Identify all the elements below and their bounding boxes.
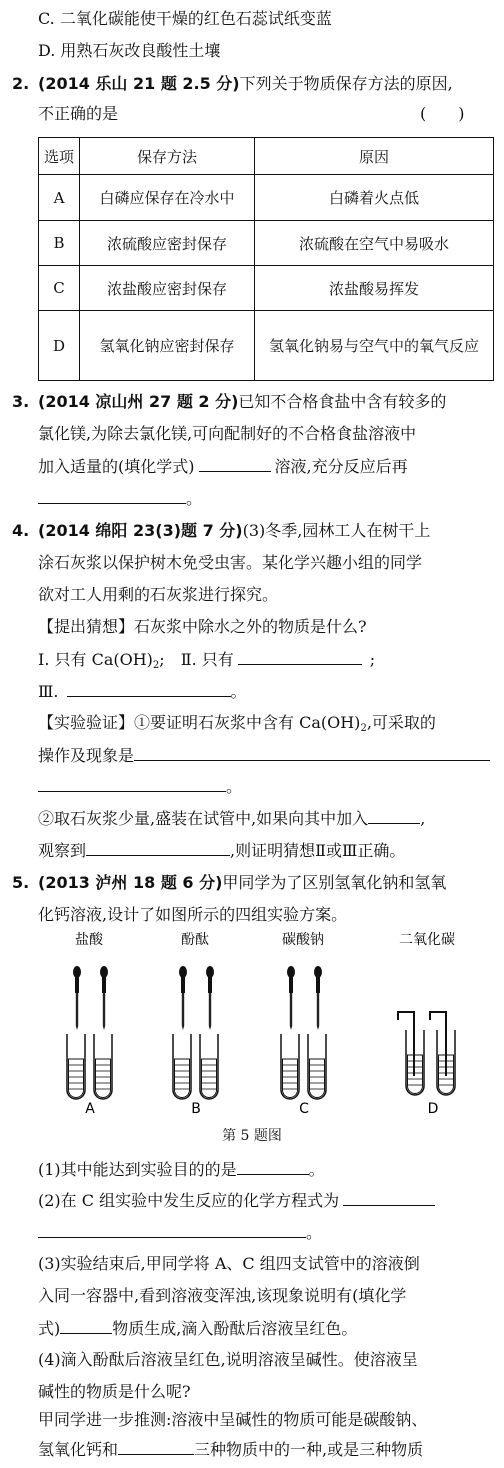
- cell-reason: 氢氧化钠易与空气中的氧气反应: [255, 311, 494, 381]
- verification-heading: [38, 713, 436, 739]
- cell-method: 氢氧化钠应密封保存: [80, 311, 255, 381]
- question-text-line2: 氯化镁,为除去氯化镁,可向配制好的不合格食盐溶液中: [38, 424, 417, 443]
- label-phenolphthalein: 酚酞: [181, 932, 209, 948]
- hypothesis-heading: 【提出猜想】石灰浆中除水之外的物质是什么?: [38, 617, 367, 636]
- label-group-b: B: [191, 1101, 201, 1117]
- option-d-text: D. 用熟石灰改良酸性土壤: [38, 41, 221, 60]
- subscript: 2: [360, 723, 367, 734]
- question-text: 已知不合格食盐中含有较多的: [238, 392, 447, 411]
- text-segment: 溶液,充分反应后再: [274, 457, 408, 476]
- text-segment: 三种物质中的一种,或是三种物质: [194, 1440, 424, 1459]
- answer-blank[interactable]: [38, 776, 226, 792]
- table-row: [39, 311, 494, 381]
- verification-step2: [38, 808, 425, 829]
- part-4-line2: 碱性的物质是什么呢?: [38, 1382, 191, 1401]
- cell-reason: 浓硫酸在空气中易吸水: [255, 221, 494, 266]
- dropper-icon: [73, 966, 81, 1030]
- label-hydrochloric-acid: 盐酸: [75, 932, 103, 948]
- table-row: [39, 175, 494, 221]
- part-2: [38, 1190, 435, 1211]
- answer-blank[interactable]: [118, 1439, 194, 1455]
- answer-blank[interactable]: [38, 488, 186, 504]
- text-segment: 加入适量的(填化学式): [38, 457, 195, 476]
- dropper-icon: [206, 966, 214, 1030]
- question-number: 5.: [12, 873, 30, 892]
- label-sodium-carbonate: 碳酸钠: [282, 932, 324, 948]
- text-segment: Ⅰ. 只有 Ca(OH): [38, 650, 153, 669]
- header-method: 保存方法: [80, 138, 255, 175]
- question-source: (2014 绵阳 23(3)题 7 分): [38, 521, 243, 540]
- text-segment: 式): [38, 1319, 61, 1338]
- test-tube-icon: [281, 1034, 299, 1099]
- part-5-line2: [38, 1439, 423, 1460]
- answer-parens: ( ): [420, 104, 465, 123]
- cell-method: 白磷应保存在冷水中: [80, 175, 255, 221]
- verification-line3: [38, 776, 242, 797]
- hypothesis-three: [38, 681, 247, 702]
- text-segment: 氢氧化钙和: [38, 1440, 119, 1459]
- part-3-line3: [38, 1318, 357, 1339]
- text-segment: 【实验验证】①要证明石灰浆中含有 Ca(OH): [38, 713, 361, 732]
- text-segment: (2)在 C 组实验中发生反应的化学方程式为: [38, 1191, 340, 1210]
- option-c-text: C. 二氧化碳能使干燥的红色石蕊试纸变蓝: [38, 9, 332, 28]
- cell-option: A: [39, 175, 80, 221]
- label-group-a: A: [85, 1101, 95, 1117]
- question-source: (2013 泸州 18 题 6 分): [38, 873, 223, 892]
- question-2-stem: [38, 74, 453, 94]
- answer-blank[interactable]: [199, 456, 271, 472]
- question-number: 2.: [12, 74, 30, 93]
- test-tube-icon: [308, 1034, 326, 1099]
- question-3-stem: [38, 392, 446, 412]
- verification-step2-line2: [38, 840, 405, 861]
- text-segment: 。: [186, 489, 203, 508]
- part-2-line2: [38, 1222, 322, 1243]
- text-segment: 。: [226, 777, 243, 796]
- label-carbon-dioxide: 二氧化碳: [399, 932, 455, 948]
- test-tube-icon: [67, 1034, 85, 1099]
- table-header-row: [39, 138, 494, 175]
- dropper-icon: [179, 966, 187, 1030]
- text-segment: 。: [306, 1223, 323, 1242]
- verification-line2: [38, 745, 490, 766]
- dropper-icon: [100, 966, 108, 1030]
- text-segment: Ⅲ.: [38, 682, 59, 701]
- answer-blank[interactable]: [60, 1318, 112, 1334]
- answer-blank[interactable]: [238, 649, 362, 665]
- table-row: [39, 266, 494, 311]
- answer-blank[interactable]: [368, 808, 420, 824]
- text-segment: 操作及现象是: [38, 746, 135, 765]
- test-tube-icon: [94, 1034, 112, 1099]
- figure-caption: 第 5 题图: [222, 1128, 282, 1144]
- storage-table: [38, 137, 494, 381]
- dropper-icon: [287, 966, 295, 1030]
- text-segment: 物质生成,滴入酚酞后溶液呈红色。: [112, 1319, 358, 1338]
- cell-method: 浓盐酸应密封保存: [80, 266, 255, 311]
- part-1: [38, 1159, 325, 1180]
- question-text-line2: 涂石灰浆以保护树木免受虫害。某化学兴趣小组的同学: [38, 553, 423, 572]
- answer-blank[interactable]: [38, 1222, 306, 1238]
- question-text-line3: 欲对工人用剩的石灰浆进行探究。: [38, 585, 279, 604]
- table-row: [39, 221, 494, 266]
- question-number: 4.: [12, 521, 30, 540]
- cell-reason: 白磷着火点低: [255, 175, 494, 221]
- text-segment: (1)其中能达到实验目的的是: [38, 1160, 237, 1179]
- question-text-line4: [38, 488, 202, 509]
- answer-blank[interactable]: [67, 681, 231, 697]
- cell-option: C: [39, 266, 80, 311]
- header-reason: 原因: [255, 138, 494, 175]
- test-tube-icon: [173, 1034, 191, 1099]
- part-3: (3)实验结束后,甲同学将 A、C 组四支试管中的溶液倒: [38, 1254, 420, 1273]
- question-source: (2014 凉山州 27 题 2 分): [38, 392, 239, 411]
- question-text: (3)冬季,园林工人在树干上: [242, 521, 431, 540]
- cell-option: B: [39, 221, 80, 266]
- question-text: 甲同学为了区别氢氧化钠和氢氧: [222, 873, 447, 892]
- subscript: 2: [152, 660, 160, 671]
- question-source: (2014 乐山 21 题 2.5 分): [38, 74, 240, 93]
- answer-blank[interactable]: [86, 840, 230, 856]
- answer-blank[interactable]: [237, 1159, 309, 1175]
- text-segment: ; Ⅱ. 只有: [159, 650, 234, 669]
- question-text-line3: [38, 456, 408, 477]
- question-text-line2: 化钙溶液,设计了如图所示的四组实验方案。: [38, 905, 348, 924]
- question-4-stem: [38, 521, 430, 541]
- hypothesis-options: [38, 649, 375, 676]
- label-group-d: D: [427, 1101, 439, 1117]
- text-segment: ,则证明猜想Ⅱ或Ⅲ正确。: [230, 841, 406, 860]
- answer-blank[interactable]: [134, 745, 490, 761]
- text-segment: ,可采取的: [366, 713, 436, 732]
- part-4: (4)滴入酚酞后溶液呈红色,说明溶液呈碱性。使溶液呈: [38, 1350, 418, 1369]
- cell-reason: 浓盐酸易挥发: [255, 266, 494, 311]
- text-segment: ②取石灰浆少量,盛装在试管中,如果向其中加入: [38, 809, 369, 828]
- test-tube-figure: [0, 930, 504, 1120]
- answer-blank[interactable]: [343, 1190, 435, 1206]
- cell-option: D: [39, 311, 80, 381]
- question-number: 3.: [12, 392, 30, 411]
- test-tube-icon: [200, 1034, 218, 1099]
- text-segment: 。: [230, 682, 247, 701]
- question-text: 下列关于物质保存方法的原因,: [239, 74, 453, 93]
- label-group-c: C: [299, 1101, 309, 1117]
- text-segment: ,: [420, 809, 426, 828]
- dropper-icon: [314, 966, 322, 1030]
- text-segment: ;: [369, 650, 376, 669]
- question-5-stem: [38, 873, 446, 893]
- question-text-line2: 不正确的是: [38, 104, 119, 123]
- text-segment: 。: [308, 1160, 325, 1179]
- header-option: 选项: [39, 138, 80, 175]
- part-5: 甲同学进一步推测:溶液中呈碱性的物质可能是碳酸钠、: [38, 1410, 428, 1429]
- text-segment: 观察到: [38, 841, 87, 860]
- part-3-line2: 入同一容器中,看到溶液变浑浊,该现象说明有(填化学: [38, 1286, 407, 1305]
- cell-method: 浓硫酸应密封保存: [80, 221, 255, 266]
